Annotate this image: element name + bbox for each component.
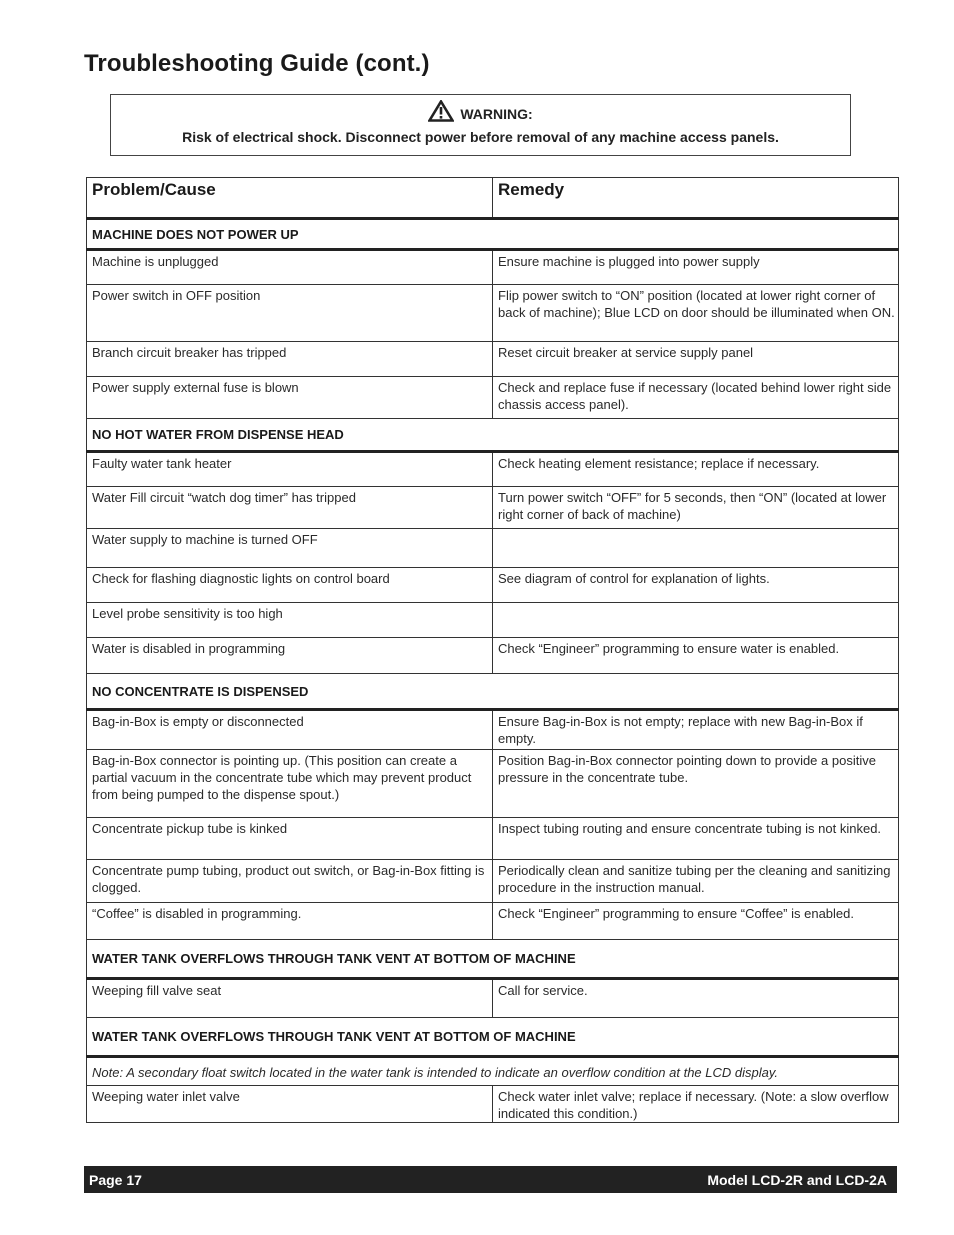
cause-cell: Water supply to machine is turned OFF: [87, 529, 493, 568]
cause-cell: “Coffee” is disabled in programming.: [87, 903, 493, 940]
section-header-row: [87, 1018, 899, 1057]
warning-text: Risk of electrical shock. Disconnect power before removal of any machine access panels.: [182, 129, 779, 145]
remedy-cell: See diagram of control for explanation of lights.: [493, 568, 899, 603]
table-row: [87, 487, 899, 529]
remedy-cell: Check water inlet valve; replace if necessary. (Note: a slow overflow indicated this condition.): [493, 1086, 899, 1123]
section-header-row: [87, 219, 899, 250]
table-row: [87, 860, 899, 903]
warning-heading: WARNING:: [460, 106, 533, 122]
cause-cell: Weeping water inlet valve: [87, 1086, 493, 1123]
section-header-row: [87, 940, 899, 979]
remedy-cell: Check “Engineer” programming to ensure water is enabled.: [493, 638, 899, 674]
cause-cell: Level probe sensitivity is too high: [87, 603, 493, 638]
column-header-problem-cause: Problem/Cause: [87, 178, 493, 219]
warning-triangle-icon: [428, 100, 454, 122]
cause-cell: Machine is unplugged: [87, 250, 493, 285]
table-row: [87, 1086, 899, 1123]
cause-cell: Faulty water tank heater: [87, 452, 493, 487]
cause-cell: Branch circuit breaker has tripped: [87, 342, 493, 377]
remedy-cell: Reset circuit breaker at service supply panel: [493, 342, 899, 377]
remedy-cell: [493, 529, 899, 568]
cause-cell: Water is disabled in programming: [87, 638, 493, 674]
remedy-cell: [493, 603, 899, 638]
table-row: [87, 250, 899, 285]
cause-cell: Concentrate pump tubing, product out switch, or Bag-in-Box fitting is clogged.: [87, 860, 493, 903]
table-row: [87, 903, 899, 940]
section-note-row: [87, 1057, 899, 1086]
section-header-row: [87, 419, 899, 452]
warning-heading-row: [111, 102, 850, 122]
table-row: [87, 285, 899, 342]
remedy-cell: Flip power switch to “ON” position (located at lower right corner of back of machine); Blue LCD on door should be illuminated when ON.: [493, 285, 899, 342]
model-name: Model LCD-2R and LCD-2A: [707, 1171, 887, 1188]
cause-cell: Bag-in-Box connector is pointing up. (This position can create a partial vacuum in the concentrate tube which may prevent product from being pumped to the dispense spout.): [87, 750, 493, 818]
page-footer: [84, 1166, 897, 1193]
table-row: [87, 818, 899, 860]
remedy-cell: Turn power switch “OFF” for 5 seconds, then “ON” (located at lower right corner of back of machine): [493, 487, 899, 529]
remedy-cell: Periodically clean and sanitize tubing per the cleaning and sanitizing procedure in the instruction manual.: [493, 860, 899, 903]
table-row: [87, 568, 899, 603]
troubleshooting-table: [86, 177, 899, 1123]
remedy-cell: Call for service.: [493, 979, 899, 1018]
cause-cell: Concentrate pickup tube is kinked: [87, 818, 493, 860]
table-row: [87, 452, 899, 487]
table-row: [87, 529, 899, 568]
cause-cell: Power supply external fuse is blown: [87, 377, 493, 419]
cause-cell: Power switch in OFF position: [87, 285, 493, 342]
table-row: [87, 603, 899, 638]
table-row: [87, 638, 899, 674]
section-title: WATER TANK OVERFLOWS THROUGH TANK VENT AT BOTTOM OF MACHINE: [87, 1018, 899, 1057]
remedy-cell: Inspect tubing routing and ensure concentrate tubing is not kinked.: [493, 818, 899, 860]
section-header-row: [87, 674, 899, 710]
remedy-cell: Check “Engineer” programming to ensure “Coffee” is enabled.: [493, 903, 899, 940]
section-note: Note: A secondary float switch located in the water tank is intended to indicate an overflow condition at the LCD display.: [87, 1057, 899, 1086]
table-row: [87, 377, 899, 419]
table-row: [87, 979, 899, 1018]
remedy-cell: Ensure Bag-in-Box is not empty; replace with new Bag-in-Box if empty.: [493, 710, 899, 750]
table-row: [87, 750, 899, 818]
column-header-remedy: Remedy: [493, 178, 899, 219]
remedy-cell: Position Bag-in-Box connector pointing down to provide a positive pressure in the concentrate tube.: [493, 750, 899, 818]
warning-box: [110, 94, 851, 156]
remedy-cell: Check and replace fuse if necessary (located behind lower right side chassis access panel).: [493, 377, 899, 419]
section-title: WATER TANK OVERFLOWS THROUGH TANK VENT AT BOTTOM OF MACHINE: [87, 940, 899, 979]
cause-cell: Check for flashing diagnostic lights on control board: [87, 568, 493, 603]
cause-cell: Water Fill circuit “watch dog timer” has tripped: [87, 487, 493, 529]
page-number: Page 17: [89, 1171, 142, 1188]
table-row: [87, 710, 899, 750]
section-title: MACHINE DOES NOT POWER UP: [87, 219, 899, 250]
remedy-cell: Ensure machine is plugged into power supply: [493, 250, 899, 285]
table-row: [87, 342, 899, 377]
cause-cell: Bag-in-Box is empty or disconnected: [87, 710, 493, 750]
section-title: NO HOT WATER FROM DISPENSE HEAD: [87, 419, 899, 452]
remedy-cell: Check heating element resistance; replace if necessary.: [493, 452, 899, 487]
page-title: Troubleshooting Guide (cont.): [84, 50, 430, 77]
cause-cell: Weeping fill valve seat: [87, 979, 493, 1018]
table-header-row: [87, 178, 899, 219]
section-title: NO CONCENTRATE IS DISPENSED: [87, 674, 899, 710]
